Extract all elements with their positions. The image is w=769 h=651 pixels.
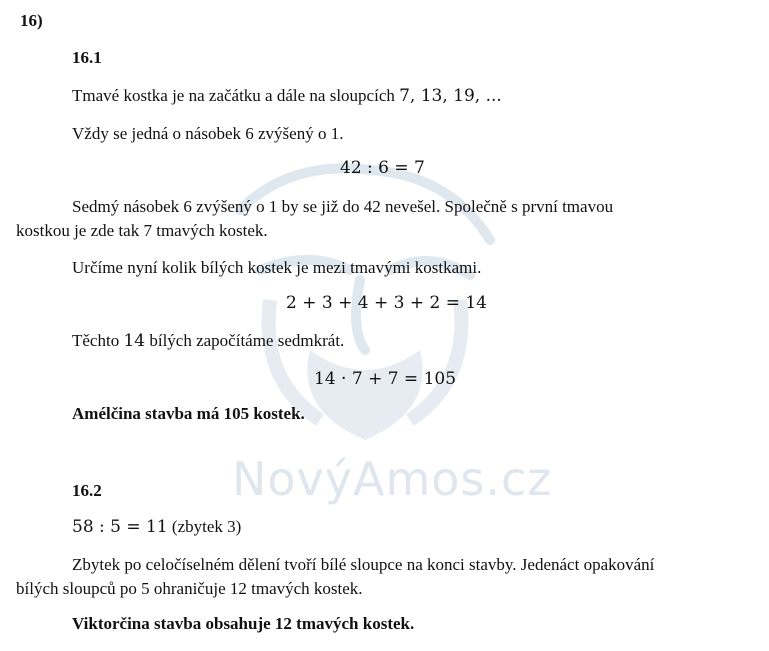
s1-p1-text: Tmavé kostka je na začátku a dále na sloupcích [72, 86, 400, 105]
s1-paragraph-3-line-2: kostkou je zde tak 7 tmavých kostek. [16, 221, 268, 240]
s1-equation-3: 14 · 7 + 7 = 105 [314, 369, 457, 389]
s1-p5-text-b: bílých započítáme sedmkrát. [145, 331, 345, 350]
s1-equation-2: 2 + 3 + 4 + 3 + 2 = 14 [286, 293, 487, 313]
s2-paragraph-1-line-1: Zbytek po celočíselném dělení tvoří bílé sloupce na konci stavby. Jedenáct opakování [72, 555, 655, 574]
section-16-1-title: 16.1 [72, 48, 102, 67]
s1-p1-sequence: 7, 13, 19, ... [399, 86, 502, 106]
s1-p5-number: 14 [123, 331, 146, 351]
s2-paragraph-1-line-2: bílých sloupců po 5 ohraničuje 12 tmavých kostek. [16, 579, 363, 598]
s1-paragraph-2: Vždy se jedná o násobek 6 zvýšený o 1. [72, 124, 344, 143]
s1-paragraph-3-line-1: Sedmý násobek 6 zvýšený o 1 by se již do 42 nevešel. Společně s první tmavou [72, 197, 614, 216]
s1-p5-text-a: Těchto [72, 331, 124, 350]
s1-answer: Amélčina stavba má 105 kostek. [72, 404, 305, 423]
s2-equation-line [72, 517, 241, 537]
s1-paragraph-1 [72, 86, 502, 106]
section-16-2-title: 16.2 [72, 481, 102, 500]
s2-equation-1: 58 : 5 = 11 [72, 517, 168, 537]
s1-paragraph-5 [72, 331, 344, 351]
s2-answer: Viktorčina stavba obsahuje 12 tmavých kostek. [72, 614, 415, 633]
s2-equation-note: (zbytek 3) [167, 517, 242, 536]
s1-equation-1: 42 : 6 = 7 [340, 158, 425, 178]
task-number: 16) [20, 11, 43, 30]
watermark-text: NovýAmos.cz [232, 452, 553, 506]
s1-paragraph-4: Určíme nyní kolik bílých kostek je mezi tmavými kostkami. [72, 258, 482, 277]
